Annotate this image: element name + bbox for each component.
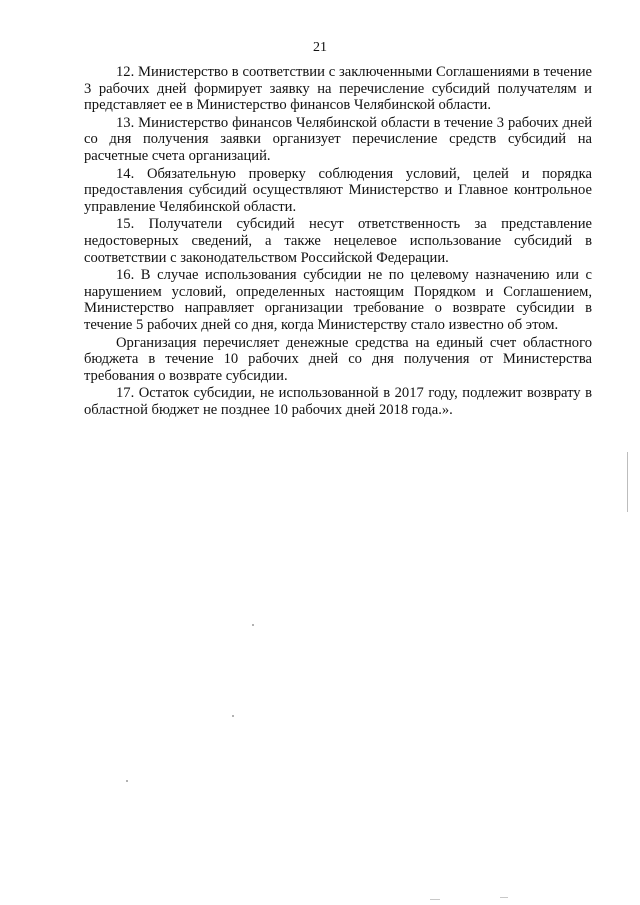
scan-speck: [126, 780, 128, 782]
paragraph-14: 14. Обязательную проверку соблюдения условий, целей и порядка предоставления субсидий осуществляют Министерство и Главное контрольное управление Челябинской области.: [84, 165, 592, 215]
scan-artifact-mark: [430, 899, 440, 900]
paragraph-15: 15. Получатели субсидий несут ответственность за представление недостоверных сведений, а также нецелевое использование субсидий в соответствии с законодательством Российской Федерации.: [84, 216, 592, 266]
paragraph-12: 12. Министерство в соответствии с заключенными Соглашениями в течение 3 рабочих дней формирует заявку на перечисление субсидий получателям и представляет ее в Министерство финансов Челябинской области.: [84, 64, 592, 114]
document-body: [84, 64, 592, 419]
paragraph-16-continuation: Организация перечисляет денежные средства на единый счет областного бюджета в течение 10 рабочих дней со дня получения от Министерства требования о возврате субсидии.: [84, 334, 592, 384]
paragraph-17: 17. Остаток субсидии, не использованной в 2017 году, подлежит возврату в областной бюджет не позднее 10 рабочих дней 2018 года.».: [84, 385, 592, 418]
scan-artifact-mark: [500, 897, 508, 898]
scan-artifact-line: [627, 452, 628, 512]
scan-speck: [252, 624, 254, 626]
scan-speck: [232, 715, 234, 717]
paragraph-13: 13. Министерство финансов Челябинской области в течение 3 рабочих дней со дня получения заявки организует перечисление средств субсидий на расчетные счета организаций.: [84, 114, 592, 164]
paragraph-16: 16. В случае использования субсидии не по целевому назначению или с нарушением условий, определенных настоящим Порядком и Соглашением, Министерство направляет организации требование о возврате субсидии в течение 5 рабочих дней со дня, когда Министерству стало известно об этом.: [84, 267, 592, 333]
page-number: 21: [313, 40, 327, 55]
